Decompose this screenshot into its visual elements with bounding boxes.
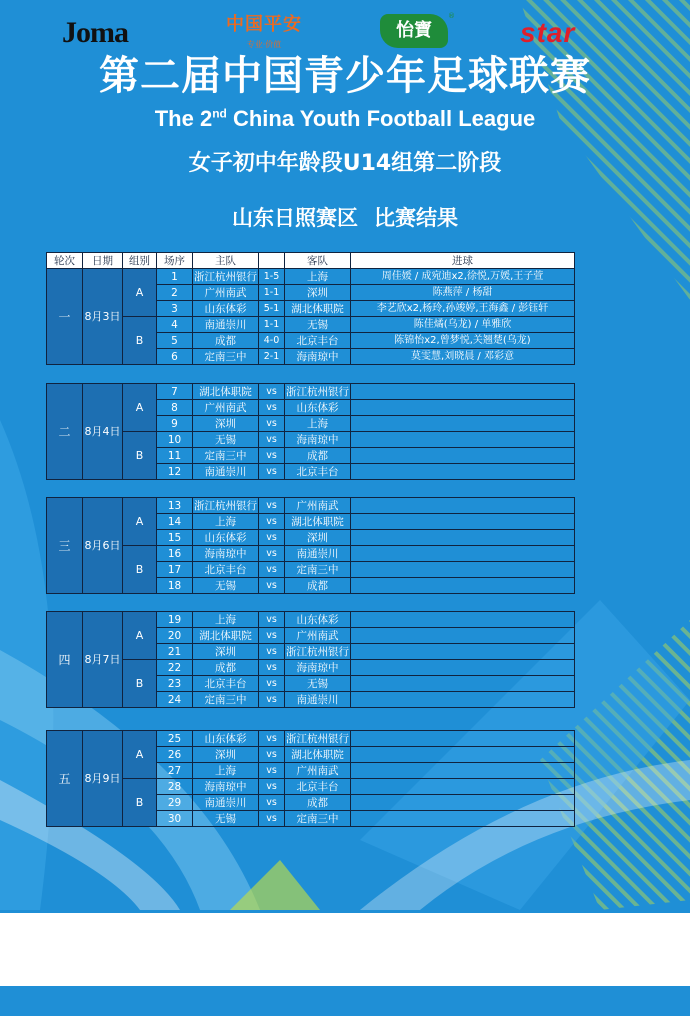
match-number: 28 xyxy=(157,779,193,795)
home-team: 海南琼中 xyxy=(193,779,259,795)
subtitle: 女子初中年龄段U14组第二阶段 xyxy=(188,151,502,176)
goals-cell: 李艺欣x2,杨玲,孙竣婷,王海鑫 / 彭钰轩 xyxy=(351,301,575,317)
goals-cell xyxy=(351,660,575,676)
match-number: 23 xyxy=(157,676,193,692)
away-team: 北京丰台 xyxy=(285,464,351,480)
pingan-name: 中国平安 xyxy=(226,14,302,35)
goals-cell xyxy=(351,546,575,562)
round-cell: 三 xyxy=(47,498,83,594)
match-number: 4 xyxy=(157,317,193,333)
score-cell: vs xyxy=(259,676,285,692)
home-team: 湖北体职院 xyxy=(193,384,259,400)
round-table-5 xyxy=(46,730,575,827)
round-table-3 xyxy=(46,497,575,594)
away-team: 南通崇川 xyxy=(285,692,351,708)
score-cell: vs xyxy=(259,546,285,562)
score-cell: vs xyxy=(259,416,285,432)
header-cell xyxy=(259,253,285,269)
home-team: 北京丰台 xyxy=(193,562,259,578)
title-english xyxy=(0,106,690,132)
goals-cell: 莫雯慧,刘晓晨 / 邓彩意 xyxy=(351,349,575,365)
group-cell: B xyxy=(123,779,157,827)
away-team: 广州南武 xyxy=(285,763,351,779)
home-team: 上海 xyxy=(193,763,259,779)
match-row xyxy=(47,612,575,628)
goals-cell xyxy=(351,763,575,779)
goals-cell xyxy=(351,795,575,811)
score-cell: vs xyxy=(259,612,285,628)
round-table-4 xyxy=(46,611,575,708)
header-row xyxy=(47,253,575,269)
away-team: 山东体彩 xyxy=(285,400,351,416)
home-team: 无锡 xyxy=(193,432,259,448)
home-team: 广州南武 xyxy=(193,285,259,301)
joma-logo: Joma xyxy=(62,16,128,49)
goals-cell xyxy=(351,498,575,514)
bottom-bar xyxy=(0,986,690,1016)
away-team: 海南琼中 xyxy=(285,660,351,676)
home-team: 南通崇川 xyxy=(193,317,259,333)
score-cell: vs xyxy=(259,644,285,660)
match-number: 16 xyxy=(157,546,193,562)
score-cell: 1-1 xyxy=(259,317,285,333)
away-team: 深圳 xyxy=(285,530,351,546)
away-team: 无锡 xyxy=(285,317,351,333)
home-team: 定南三中 xyxy=(193,349,259,365)
goals-cell xyxy=(351,628,575,644)
header-cell: 主队 xyxy=(193,253,259,269)
home-team: 定南三中 xyxy=(193,692,259,708)
date-cell: 8月4日 xyxy=(83,384,123,480)
score-cell: vs xyxy=(259,384,285,400)
match-number: 11 xyxy=(157,448,193,464)
score-cell: vs xyxy=(259,628,285,644)
goals-cell xyxy=(351,416,575,432)
group-cell: A xyxy=(123,269,157,317)
home-team: 广州南武 xyxy=(193,400,259,416)
away-team: 定南三中 xyxy=(285,562,351,578)
results-label: 比赛结果 xyxy=(374,206,458,230)
header-cell: 日期 xyxy=(83,253,123,269)
goals-cell xyxy=(351,612,575,628)
match-number: 19 xyxy=(157,612,193,628)
match-number: 20 xyxy=(157,628,193,644)
away-team: 广州南武 xyxy=(285,628,351,644)
match-row xyxy=(47,779,575,795)
score-cell: vs xyxy=(259,498,285,514)
away-team: 湖北体职院 xyxy=(285,747,351,763)
away-team: 山东体彩 xyxy=(285,612,351,628)
match-number: 30 xyxy=(157,811,193,827)
goals-cell: 陈佳燏(乌龙) / 单雅欣 xyxy=(351,317,575,333)
goals-cell xyxy=(351,432,575,448)
header-cell: 客队 xyxy=(285,253,351,269)
goals-cell xyxy=(351,811,575,827)
home-team: 深圳 xyxy=(193,416,259,432)
sponsor-bar xyxy=(0,913,690,986)
home-team: 山东体彩 xyxy=(193,301,259,317)
away-team: 浙江杭州银行 xyxy=(286,385,349,398)
round-table-2 xyxy=(46,383,575,480)
away-team: 海南琼中 xyxy=(285,432,351,448)
match-row xyxy=(47,269,575,285)
group-cell: B xyxy=(123,432,157,480)
match-number: 18 xyxy=(157,578,193,594)
goals-cell xyxy=(351,779,575,795)
goals-cell: 陈燕萍 / 杨甜 xyxy=(351,285,575,301)
goals-cell: 周佳媛 / 成宛迪x2,徐悦,万媛,王子萱 xyxy=(351,269,575,285)
title-chinese: 第二届中国青少年足球联赛 xyxy=(99,53,591,99)
score-cell: vs xyxy=(259,795,285,811)
goals-cell xyxy=(351,514,575,530)
score-cell: vs xyxy=(259,562,285,578)
home-team: 北京丰台 xyxy=(193,676,259,692)
match-number: 25 xyxy=(157,731,193,747)
match-number: 24 xyxy=(157,692,193,708)
score-cell: 2-1 xyxy=(259,349,285,365)
score-cell: 1-1 xyxy=(259,285,285,301)
away-team: 湖北体职院 xyxy=(285,301,351,317)
home-team: 深圳 xyxy=(193,747,259,763)
home-team: 成都 xyxy=(193,333,259,349)
group-cell: A xyxy=(123,384,157,432)
date-cell: 8月7日 xyxy=(83,612,123,708)
away-team: 北京丰台 xyxy=(285,779,351,795)
away-team: 广州南武 xyxy=(285,498,351,514)
away-team: 成都 xyxy=(285,578,351,594)
score-cell: vs xyxy=(259,660,285,676)
goals-cell xyxy=(351,530,575,546)
home-team: 南通崇川 xyxy=(193,795,259,811)
registered-mark: ® xyxy=(448,12,455,20)
round-cell: 二 xyxy=(47,384,83,480)
score-cell: vs xyxy=(259,400,285,416)
match-number: 15 xyxy=(157,530,193,546)
goals-cell xyxy=(351,448,575,464)
goals-cell xyxy=(351,644,575,660)
header-cell: 轮次 xyxy=(47,253,83,269)
match-row xyxy=(47,731,575,747)
header-cell: 场序 xyxy=(157,253,193,269)
goals-cell: 陈锦怡x2,曾梦悦,关翘楚(乌龙) xyxy=(351,333,575,349)
home-team: 山东体彩 xyxy=(193,530,259,546)
round-cell: 五 xyxy=(47,731,83,827)
score-cell: vs xyxy=(259,731,285,747)
date-cell: 8月9日 xyxy=(83,731,123,827)
goals-cell xyxy=(351,692,575,708)
match-number: 8 xyxy=(157,400,193,416)
match-number: 9 xyxy=(157,416,193,432)
goals-cell xyxy=(351,731,575,747)
home-team: 南通崇川 xyxy=(193,464,259,480)
home-team: 浙江杭州银行 xyxy=(194,499,257,512)
star-logo: star xyxy=(520,17,576,48)
match-row xyxy=(47,660,575,676)
goals-cell xyxy=(351,464,575,480)
match-number: 2 xyxy=(157,285,193,301)
score-cell: vs xyxy=(259,692,285,708)
away-team: 浙江杭州银行 xyxy=(286,732,349,745)
away-team: 无锡 xyxy=(285,676,351,692)
score-cell: vs xyxy=(259,432,285,448)
away-team: 北京丰台 xyxy=(285,333,351,349)
goals-cell xyxy=(351,747,575,763)
away-team: 深圳 xyxy=(285,285,351,301)
home-team: 海南琼中 xyxy=(193,546,259,562)
match-row xyxy=(47,546,575,562)
yibao-logo: 怡寶 xyxy=(380,14,448,48)
match-number: 13 xyxy=(157,498,193,514)
match-number: 10 xyxy=(157,432,193,448)
pingan-logo xyxy=(226,10,302,50)
goals-cell xyxy=(351,562,575,578)
away-team: 定南三中 xyxy=(285,811,351,827)
score-cell: vs xyxy=(259,530,285,546)
away-team: 湖北体职院 xyxy=(285,514,351,530)
score-cell: 5-1 xyxy=(259,301,285,317)
away-team: 南通崇川 xyxy=(285,546,351,562)
home-team: 湖北体职院 xyxy=(193,628,259,644)
pingan-slogan: 专业·价值 xyxy=(246,40,282,49)
header-cell: 进球 xyxy=(351,253,575,269)
round-cell: 一 xyxy=(47,269,83,365)
group-cell: A xyxy=(123,498,157,546)
round-table-1 xyxy=(46,252,575,365)
away-team: 上海 xyxy=(285,416,351,432)
match-number: 6 xyxy=(157,349,193,365)
match-number: 26 xyxy=(157,747,193,763)
title-en-post: China Youth Football League xyxy=(226,106,536,131)
match-number: 21 xyxy=(157,644,193,660)
score-cell: 4-0 xyxy=(259,333,285,349)
date-cell: 8月6日 xyxy=(83,498,123,594)
match-number: 1 xyxy=(157,269,193,285)
away-team: 上海 xyxy=(285,269,351,285)
match-number: 27 xyxy=(157,763,193,779)
score-cell: vs xyxy=(259,464,285,480)
match-number: 12 xyxy=(157,464,193,480)
goals-cell xyxy=(351,676,575,692)
region-name: 山东日照赛区 xyxy=(232,206,358,230)
group-cell: B xyxy=(123,317,157,365)
title-en-pre: The 2 xyxy=(154,106,213,131)
home-team: 成都 xyxy=(193,660,259,676)
match-number: 5 xyxy=(157,333,193,349)
home-team: 无锡 xyxy=(193,578,259,594)
score-cell: 1-5 xyxy=(259,269,285,285)
score-cell: vs xyxy=(259,514,285,530)
goals-cell xyxy=(351,384,575,400)
home-team: 无锡 xyxy=(193,811,259,827)
match-number: 3 xyxy=(157,301,193,317)
away-team: 成都 xyxy=(285,795,351,811)
home-team: 浙江杭州银行 xyxy=(194,270,257,283)
group-cell: B xyxy=(123,546,157,594)
away-team: 浙江杭州银行 xyxy=(286,645,349,658)
home-team: 上海 xyxy=(193,612,259,628)
score-cell: vs xyxy=(259,763,285,779)
match-row xyxy=(47,317,575,333)
group-cell: A xyxy=(123,731,157,779)
home-team: 上海 xyxy=(193,514,259,530)
match-number: 17 xyxy=(157,562,193,578)
match-row xyxy=(47,384,575,400)
away-team: 海南琼中 xyxy=(285,349,351,365)
score-cell: vs xyxy=(259,811,285,827)
home-team: 深圳 xyxy=(193,644,259,660)
score-cell: vs xyxy=(259,448,285,464)
match-number: 7 xyxy=(157,384,193,400)
score-cell: vs xyxy=(259,779,285,795)
match-number: 22 xyxy=(157,660,193,676)
score-cell: vs xyxy=(259,747,285,763)
home-team: 山东体彩 xyxy=(193,731,259,747)
region-heading xyxy=(0,202,690,232)
round-cell: 四 xyxy=(47,612,83,708)
group-cell: A xyxy=(123,612,157,660)
match-row xyxy=(47,432,575,448)
score-cell: vs xyxy=(259,578,285,594)
goals-cell xyxy=(351,578,575,594)
header-cell: 组别 xyxy=(123,253,157,269)
title-en-sup: nd xyxy=(212,106,227,121)
match-number: 29 xyxy=(157,795,193,811)
group-cell: B xyxy=(123,660,157,708)
date-cell: 8月3日 xyxy=(83,269,123,365)
match-row xyxy=(47,498,575,514)
goals-cell xyxy=(351,400,575,416)
match-number: 14 xyxy=(157,514,193,530)
away-team: 成都 xyxy=(285,448,351,464)
home-team: 定南三中 xyxy=(193,448,259,464)
